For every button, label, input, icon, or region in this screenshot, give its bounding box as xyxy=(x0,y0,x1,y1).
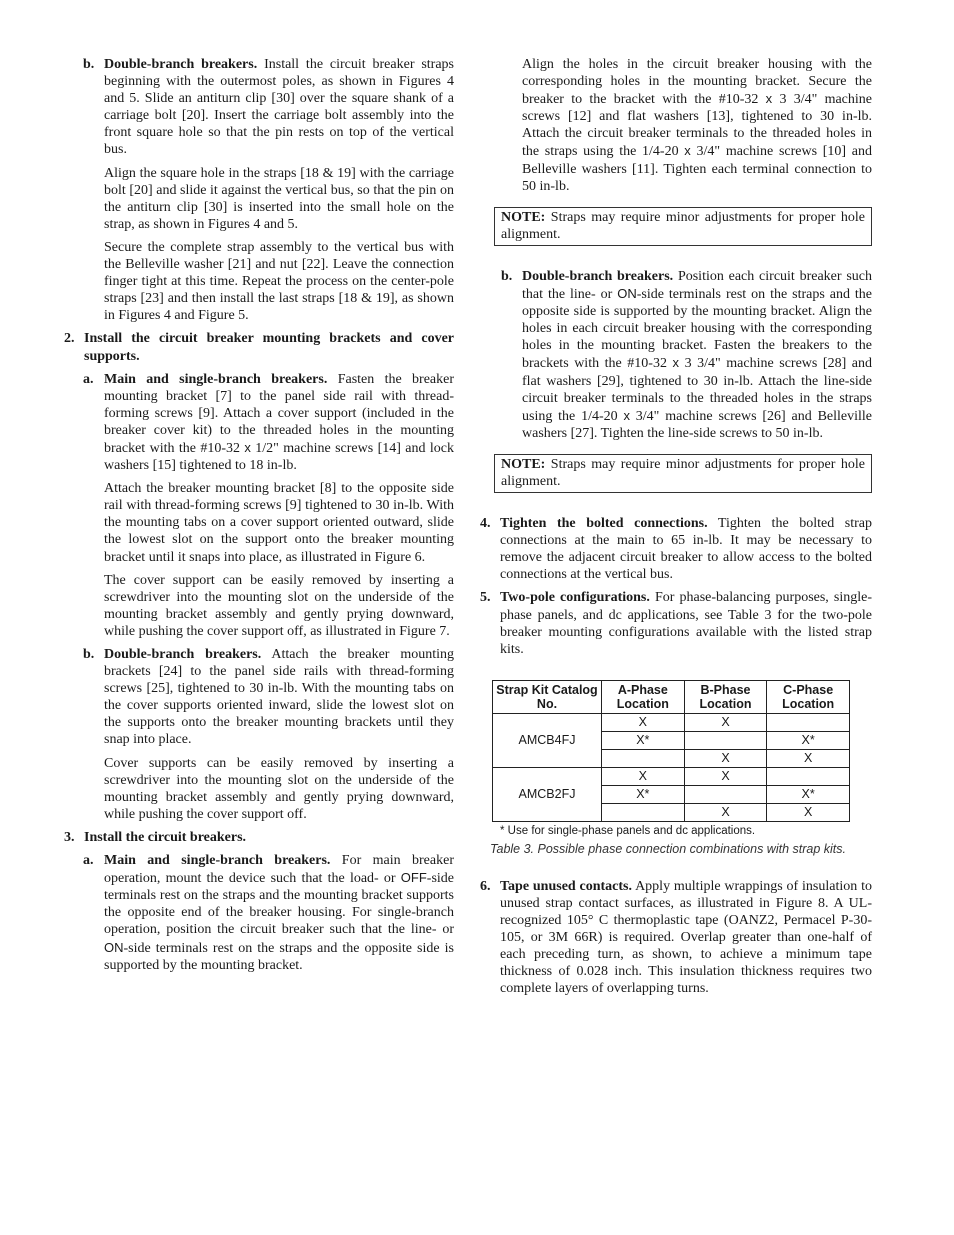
step-title: Tighten the bolted connections. xyxy=(500,516,708,532)
step-number: 2. xyxy=(64,331,75,347)
step-number: 6. xyxy=(480,878,491,894)
paragraph xyxy=(104,646,454,749)
table-cell: X xyxy=(767,749,850,767)
right-column xyxy=(478,56,872,1003)
paragraph xyxy=(104,852,454,974)
note-text: Straps may require minor adjustments for proper hole alignment. xyxy=(501,209,865,242)
item-title: Double-branch breakers. xyxy=(104,57,258,72)
column-header: C-Phase Location xyxy=(767,680,850,713)
item-title: Main and single-branch breakers. xyxy=(104,853,331,869)
step-number: 5. xyxy=(480,590,491,606)
paragraph: Secure the complete strap assembly to the vertical bus with the Belleville washer [21] and nut [22]. Leave the connection finger tight at this time. Repeat the process on the center-pole straps [23] and then install the last straps [18 & 19], as shown in Figures 4 and Figure 5. xyxy=(104,239,454,324)
step-title: Two-pole configurations. xyxy=(500,590,650,606)
paragraph-text: Install the circuit breaker straps beginning with the outermost poles, as shown in Figures 4 and 5. Slide an antiturn clip [30] over the square shank of a carriage bolt [20]. Insert the carriage bolt assembly into the front square hole so that the pin rests on top of the vertical bus. xyxy=(104,57,454,158)
table-row xyxy=(493,713,850,731)
table-cell: X xyxy=(767,803,850,821)
paragraph-text: machine screws [14] and lock washers [15] tightened to 18 in-lb. xyxy=(104,440,454,474)
paragraph-text: Attach the breaker mounting brackets [24] to the panel side rails with thread-forming screws [25], tightened to 30 in-lb. With the mounting tabs on the cover supports oriented inward, slide the lowest slot on the supports onto the breaker mounting brackets until they snap into place. xyxy=(104,647,455,748)
paragraph-text: 3/4" machine screws [26] and Belleville washers [27]. Tighten the line-side screws to 50 in-lb. xyxy=(522,408,872,441)
table-cell: X* xyxy=(602,785,685,803)
item-label: a. xyxy=(83,853,94,869)
step-2a xyxy=(83,371,455,640)
table-cell: X xyxy=(684,767,767,785)
table-cell: X* xyxy=(767,731,850,749)
table-footnote: * Use for single-phase panels and dc applications. xyxy=(500,824,756,837)
paragraph-text: 3 3/4" machine screws [28] and flat washers [29], tightened to 30 in-lb. Attach the line-side circuit breaker terminals to the threaded holes in the straps using the 1/4-20 xyxy=(522,356,872,424)
table-cell: X* xyxy=(602,731,685,749)
paragraph-text: -side terminals rest on the straps and the opposite side is supported by the mounting bracket. Align the holes in each circuit breaker housing with the corresponding holes in the mounting bracket. Fasten the breakers to the brackets with the #10-32 xyxy=(522,287,873,372)
table-cell xyxy=(767,767,850,785)
table-caption: Table 3. Possible phase connection combinations with strap kits. xyxy=(490,841,846,856)
paragraph xyxy=(500,878,872,998)
step-3 xyxy=(64,829,454,846)
times-sign: x xyxy=(244,439,251,455)
note-text: Straps may require minor adjustments for proper hole alignment. xyxy=(501,456,865,489)
catalog-cell: AMCB2FJ xyxy=(493,767,602,821)
step-title: Tape unused contacts. xyxy=(500,878,633,894)
paragraph xyxy=(522,56,872,195)
step-3b xyxy=(501,268,873,442)
table-cell xyxy=(684,731,767,749)
times-sign: x xyxy=(684,143,691,159)
paragraph-text: 3 3/4" machine screws [12] and flat washers [13], tightened to 30 in-lb. Attach the circuit breaker terminals to the threaded holes in the straps using the 1/4-20 xyxy=(522,92,872,160)
table-cell xyxy=(684,785,767,803)
on-label: ON xyxy=(617,286,637,302)
paragraph: The cover support can be easily removed by inserting a screwdriver into the mounting slot on the underside of the mounting bracket assembly and gently prying downward, while pushing the cover support off, as illustrated in Figure 7. xyxy=(104,572,454,639)
step-4 xyxy=(480,515,872,583)
paragraph-text: 3/4" machine screws [10] and Belleville washers [11]. Tighten each terminal connection to 50 in-lb. xyxy=(522,144,872,194)
times-sign: x xyxy=(623,407,630,423)
item-label: a. xyxy=(83,371,94,387)
paragraph xyxy=(500,515,872,583)
item-label: b. xyxy=(83,647,95,662)
paragraph-text: -side terminals rest on the straps and the mounting bracket supports the opposite end of the breaker housing. For single-branch operation, position the circuit breaker such that the line- or xyxy=(104,871,454,938)
table-row xyxy=(493,767,850,785)
times-sign: x xyxy=(765,91,773,107)
table-cell: X xyxy=(602,713,685,731)
item-label: b. xyxy=(501,268,513,284)
step-3a-continued xyxy=(522,56,872,195)
step-title: Install the circuit breakers. xyxy=(84,829,247,845)
catalog-cell: AMCB4FJ xyxy=(493,713,602,767)
step-1b xyxy=(83,56,454,324)
step-number: 4. xyxy=(480,516,491,532)
table-cell: X xyxy=(684,803,767,821)
paragraph: Align the square hole in the straps [18 & 19] with the carriage bolt [20] and slide it against the vertical bus, so that the pin on the antiturn clip [30] is inserted into the small hole on the strap, as shown in Figures 4 and 5. xyxy=(104,165,454,232)
paragraph-text: Fasten the breaker mounting bracket [7] to the panel side rail with thread-forming screws [9]. Attach a cover support (included in the breaker cover kit) to the threaded holes in the mounting bracket with the #10-32 xyxy=(104,371,455,456)
table-cell xyxy=(767,713,850,731)
step-2b xyxy=(83,646,455,823)
note-label: NOTE: xyxy=(501,456,546,472)
column-header: Strap Kit Catalog No. xyxy=(493,680,602,713)
step-2 xyxy=(64,330,454,364)
paragraph xyxy=(104,56,454,159)
step-3a xyxy=(83,852,454,974)
column-header: A-Phase Location xyxy=(602,680,685,713)
table-cell xyxy=(602,803,685,821)
item-title: Double-branch breakers. xyxy=(104,647,262,662)
on-label: ON xyxy=(104,939,124,955)
paragraph-text: Apply multiple wrappings of insulation to unused strap contact surfaces, as illustrated in Figure 8. A UL-recognized 105° C thermoplastic tape (OANZ2, Permacel P-30-105, or 3M 66R) is required. Overlap greater than one-half of each preceding turn, as shown, to achieve a minimum tape thickness of 0.028 inch. This insulation thickness requires two complete layers of overlapping turns. xyxy=(500,878,872,997)
step-number: 3. xyxy=(64,829,75,845)
column-header: B-Phase Location xyxy=(684,680,767,713)
paragraph-text: Tighten the bolted strap connections at the main to 65 in-lb. It may be necessary to remove the adjacent circuit breaker to allow access to the bolted connections at the vertical bus. xyxy=(500,516,872,583)
table-cell: X xyxy=(602,767,685,785)
note-box xyxy=(494,454,872,493)
paragraph-text: -side terminals rest on the straps and the opposite side is supported by the mounting bracket. xyxy=(104,940,454,973)
table-cell: X* xyxy=(767,785,850,803)
paragraph-text: For main breaker operation, mount the device such that the load- or xyxy=(104,853,454,887)
table-cell xyxy=(602,749,685,767)
item-label: b. xyxy=(83,57,95,72)
paragraph xyxy=(500,589,872,657)
step-5 xyxy=(480,589,872,657)
table-cell: X xyxy=(684,749,767,767)
step-6 xyxy=(480,878,872,998)
paragraph-text: Position each circuit breaker such that the line- or xyxy=(522,268,873,303)
paragraph: Cover supports can be easily removed by inserting a screwdriver into the mounting slot on the underside of the mounting bracket assembly and gently prying downward, while pushing the cover support off. xyxy=(104,755,454,822)
paragraph: Attach the breaker mounting bracket [8] to the opposite side rail with thread-forming screws [9] tightened to 30 in-lb. With the mounting tabs on a cover support oriented outward, slide the lowest slot on the support onto the breaker mounting bracket until it snaps into place, as illustrated in Figure 6. xyxy=(104,481,454,565)
table-header-row xyxy=(493,680,850,713)
note-box xyxy=(494,207,872,246)
paragraph-text: For phase-balancing purposes, single-phase panels, and dc applications, see Table 3 for the two-pole breaker mounting configurations available with the listed strap kits. xyxy=(500,590,872,657)
table-cell: X xyxy=(684,713,767,731)
paragraph xyxy=(522,268,872,442)
left-column xyxy=(62,56,454,980)
step-title: Install the circuit breaker mounting brackets and cover supports. xyxy=(84,331,454,364)
off-label: OFF xyxy=(400,870,427,886)
paragraph-text: Align the holes in the circuit breaker housing with the corresponding holes in the mounting bracket. Secure the breaker to the bracket with the #10-32 xyxy=(522,57,872,108)
paragraph xyxy=(104,371,454,475)
note-label: NOTE: xyxy=(501,209,546,225)
strap-kit-table xyxy=(492,680,850,822)
times-sign: x xyxy=(672,355,680,371)
item-title: Main and single-branch breakers. xyxy=(104,371,328,387)
fraction: 1/2" xyxy=(250,440,279,456)
item-title: Double-branch breakers. xyxy=(522,268,674,284)
